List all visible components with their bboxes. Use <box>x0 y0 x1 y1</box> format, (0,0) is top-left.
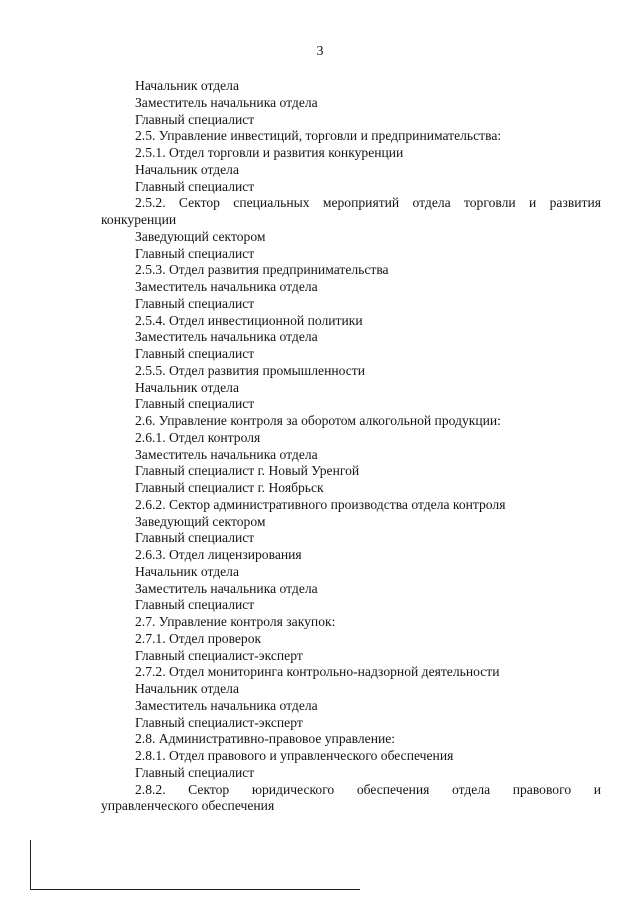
text-line: Главный специалист <box>135 530 255 546</box>
text-line: Заместитель начальника отдела <box>135 580 318 596</box>
page-number: 3 <box>316 44 324 59</box>
text-line: Главный специалист <box>135 764 255 780</box>
text-line: Начальник отдела <box>135 379 239 395</box>
text-line: Главный специалист <box>135 346 255 361</box>
text-line: Главный специалист <box>135 295 255 311</box>
subsection-heading: 2.5.5. Отдел развития промышленности <box>135 362 366 378</box>
subsection-heading: 2.5.1. Отдел торговли и развития конкуренции <box>135 145 404 160</box>
text-line: Главный специалист <box>135 245 255 261</box>
subsection-heading: 2.7.1. Отдел проверок <box>135 630 262 646</box>
subsection-heading: 2.8.1. Отдел правового и управленческого обеспечения <box>135 748 454 763</box>
text-line: Начальник отдела <box>135 563 239 579</box>
text-line: Заместитель начальника отдела <box>135 279 318 294</box>
text-line: Заместитель начальника отдела <box>135 94 318 110</box>
scan-edge-horizontal-line <box>30 889 360 890</box>
subsection-heading: 2.7.2. Отдел мониторинга контрольно-надзорной деятельности <box>135 664 500 680</box>
section-heading: 2.6. Управление контроля за оборотом алкогольной продукции: <box>135 413 501 428</box>
subsection-heading: 2.6.1. Отдел контроля <box>135 429 261 445</box>
section-heading: 2.7. Управление контроля закупок: <box>135 614 336 629</box>
text-line: Заместитель начальника отдела <box>135 697 318 713</box>
scan-edge-vertical-line <box>30 840 31 890</box>
subsection-heading: 2.5.4. Отдел инвестиционной политики <box>135 312 363 328</box>
text-line: Начальник отдела <box>135 78 239 93</box>
text-line: Главный специалист <box>135 111 255 127</box>
subsection-heading-continuation: управленческого обеспечения <box>101 798 275 814</box>
subsection-heading: 2.6.3. Отдел лицензирования <box>135 547 302 562</box>
text-line: Главный специалист-эксперт <box>135 714 303 730</box>
subsection-heading: 2.5.2. Сектор специальных мероприятий отдела торговли и развития <box>135 195 601 211</box>
text-line: Главный специалист-эксперт <box>135 647 303 663</box>
text-line: Заведующий сектором <box>135 513 266 529</box>
text-line: Главный специалист г. Ноябрьск <box>135 480 324 495</box>
text-line: Заместитель начальника отдела <box>135 446 318 462</box>
text-line: Главный специалист <box>135 396 255 412</box>
subsection-heading: 2.8.2. Сектор юридического обеспечения отдела правового и <box>135 781 601 797</box>
subsection-heading: 2.6.2. Сектор административного производства отдела контроля <box>135 496 506 512</box>
text-line: Главный специалист <box>135 597 255 613</box>
text-line: Заместитель начальника отдела <box>135 329 318 345</box>
section-heading: 2.8. Административно-правовое управление: <box>135 731 396 747</box>
subsection-heading: 2.5.3. Отдел развития предпринимательства <box>135 262 389 278</box>
text-line: Главный специалист г. Новый Уренгой <box>135 463 360 479</box>
text-line: Заведующий сектором <box>135 228 266 244</box>
subsection-heading-continuation: конкуренции <box>101 212 177 227</box>
text-line: Начальник отдела <box>135 681 239 696</box>
text-line: Главный специалист <box>135 178 255 194</box>
text-line: Начальник отдела <box>135 161 239 177</box>
document-body <box>101 78 601 815</box>
section-heading: 2.5. Управление инвестиций, торговли и предпринимательства: <box>135 128 502 144</box>
